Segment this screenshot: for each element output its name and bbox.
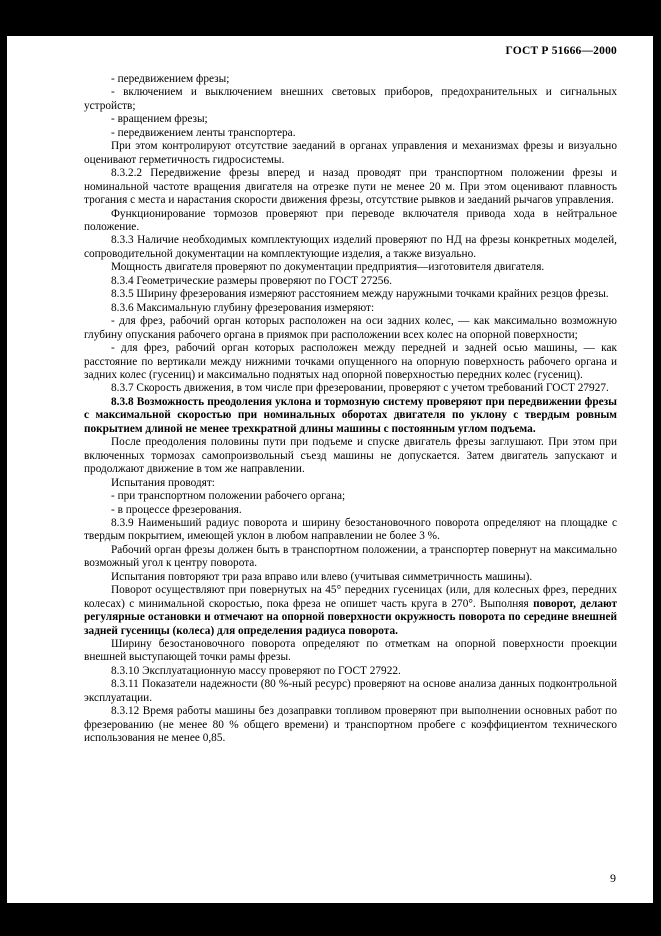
paragraph: При этом контролируют отсутствие заеданий в органах управления и механизмах фрезы и визуально оценивают герметичность гидросистемы. [84, 140, 617, 166]
paragraph: Испытания повторяют три раза вправо или влево (учитывая симметричность машины). [111, 570, 533, 583]
paragraph: - включением и выключением внешних световых приборов, предохранительных и сигнальных устройств; [84, 86, 617, 112]
paragraph: 8.3.8 Возможность преодоления уклона и тормозную систему проверяют при передвижении фрезы с максимальной скоростью при номинальных оборотах двигателя по уклону с твердым ровным покрытием длиной не менее трехкратной длины машины с постоянным углом подъема. [84, 395, 617, 435]
paragraph: После преодоления половины пути при подъеме и спуске двигатель фрезы заглушают. При этом при включенных тормозах самопроизвольный съезд машины не допускается. Затем двигатель запускают и продолжают движение в том же направлении. [84, 436, 617, 476]
paragraph: - в процессе фрезерования. [111, 503, 242, 516]
document-header: ГОСТ Р 51666—2000 [505, 45, 617, 57]
document-page [7, 36, 653, 903]
paragraph: - передвижением фрезы; [111, 73, 230, 85]
paragraph: Рабочий орган фрезы должен быть в транспортном положении, а транспортер повернут на максимально возможный угол к центру поворота. [84, 543, 617, 570]
paragraph [84, 584, 617, 638]
paragraph-run: Поворот осуществляют при повернутых на 45° передних гусеницах (или, для колесных фрез, передних колесах) с минимальной скоростью, пока фреза не опишет часть круга в 270°. Выполняя [84, 584, 617, 610]
paragraph: 8.3.5 Ширину фрезерования измеряют расстоянием между наружными точками крайних резцов фрезы. [111, 288, 609, 301]
paragraph: - вращением фрезы; [111, 113, 208, 126]
paragraph: - передвижением ленты транспортера. [111, 126, 296, 139]
paragraph: 8.3.9 Наименьший радиус поворота и ширину безостановочного поворота определяют на площадке с твердым покрытием, имеющей уклон в любом направлении не более 3 %. [84, 516, 617, 543]
paragraph: Ширину безостановочного поворота определяют по отметкам на опорной поверхности проекции внешней выступающей точки рамы фрезы. [84, 638, 617, 664]
paragraph: 8.3.3 Наличие необходимых комплектующих изделий проверяют по НД на фрезы конкретных моделей, сопроводительной документации на комплектующие изделия, а также визуально. [84, 234, 617, 260]
paragraph: Испытания проводят: [111, 476, 215, 489]
paragraph: Мощность двигателя проверяют по документации предприятия—изготовителя двигателя. [111, 261, 545, 274]
paragraph: - для фрез, рабочий орган которых расположен на оси задних колес, — как максимально возможную глубину опускания рабочего органа в приямок при расположении всех колес на опорной поверхности; [84, 315, 617, 341]
paragraph: 8.3.6 Максимальную глубину фрезерования измеряют: [111, 301, 375, 314]
paragraph: 8.3.4 Геометрические размеры проверяют по ГОСТ 27256. [111, 274, 392, 287]
paragraph: Функционирование тормозов проверяют при переводе включателя привода хода в нейтральное положение. [84, 207, 617, 233]
page-number: 9 [610, 871, 616, 885]
paragraph: - при транспортном положении рабочего органа; [111, 490, 346, 503]
paragraph: 8.3.10 Эксплуатационную массу проверяют по ГОСТ 27922. [111, 664, 401, 677]
document-body [84, 73, 617, 746]
paragraph-run-bold: поворот, делают регулярные остановки и отмечают на опорной поверхности окружность поворота по середине внешней задней гусеницы (колеса) для определения радиуса поворота. [84, 597, 617, 637]
paragraph: 8.3.12 Время работы машины без дозаправки топливом проверяют при выполнении основных работ по фрезерованию (не менее 80 % общего времени) и транспортном пробеге с коэффициентом технического использования не менее 0,85. [84, 705, 617, 745]
paragraph: 8.3.11 Показатели надежности (80 %-ный ресурс) проверяют на основе анализа данных подконтрольной эксплуатации. [84, 678, 617, 704]
paragraph: 8.3.2.2 Передвижение фрезы вперед и назад проводят при транспортном положении фрезы и номинальной частоте вращения двигателя на отрезке пути не менее 20 м. При этом оценивают плавность трогания с места и нарастания скорости движения фрезы, отсутствие рывков и заеданий рычагов управления. [84, 167, 617, 207]
paragraph: - для фрез, рабочий орган которых расположен между передней и задней осью машины, — как расстояние по вертикали между нижними точками опущенного на опорную поверхность рабочего органа и задних колес (гусениц) и максимально поднятых над опорной поверхностью передних колес (гусениц). [84, 342, 617, 381]
paragraph: 8.3.7 Скорость движения, в том числе при фрезеровании, проверяют с учетом требований ГОСТ 27927. [111, 382, 609, 395]
